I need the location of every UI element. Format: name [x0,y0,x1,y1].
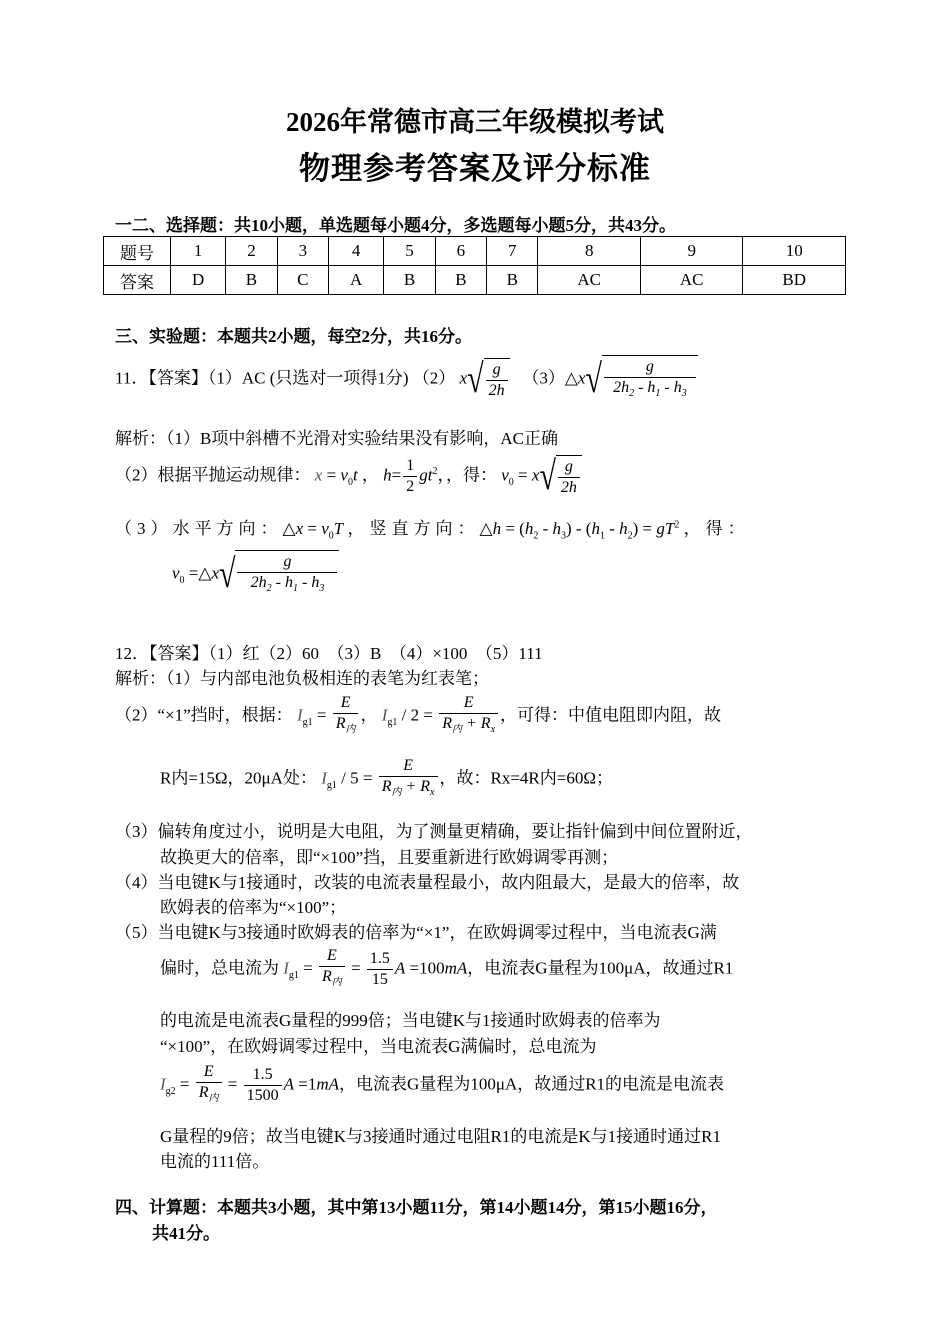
q12-answer: 12．【答案】（1）红（2）60 （3）B （4）×100 （5）111 [115,644,543,663]
q12-analysis-5-line7: 电流的111倍。 [160,1152,270,1171]
section-calc-heading-line2: 共41分。 [152,1224,220,1243]
row-header-answer: 答案 [104,266,171,295]
table-cell: D [171,266,226,295]
table-cell: 9 [640,237,743,266]
q12-analysis-4-line2: 欧姆表的倍率为“×100”； [160,898,347,917]
q12-analysis-2b: R内=15Ω，20μA处： $I_{g1} / 5$ = $\frac{E}{R_内 + R_x}$ ，故：Rx=4R内=60Ω； [160,757,613,799]
table-cell: 7 [487,237,538,266]
table-cell: BD [743,266,846,295]
table-cell: B [384,266,435,295]
table-cell: 5 [384,237,435,266]
q12-analysis-1: 解析：（1）与内部电池负极相连的表笔为红表笔； [115,669,489,688]
q12-analysis-5-line2: 偏时，总电流为 $I_{g1}$ = $\frac{E}{R_内}$ = $\frac{1.5}{15}$ A =100mA，电流表G量程为100μA，故通过R1 [160,947,734,989]
table-cell: 8 [538,237,641,266]
table-cell: 1 [171,237,226,266]
section-choice-heading: 一二、选择题：共10小题，单选题每小题4分，多选题每小题5分，共43分。 [115,216,676,235]
q12-analysis-5-line6: G量程的9倍；故当电键K与3接通时通过电阻R1的电流是K与1接通时通过R1 [160,1127,722,1146]
section-calc-heading-line1: 四、计算题：本题共3小题，其中第13小题11分，第14小题14分，第15小题16分， [115,1198,718,1217]
formula-sqrt-h: √ $\frac{g}{2h_2 - h_1 - h_3}$ [585,355,697,404]
table-cell: AC [538,266,641,295]
table-cell: B [226,266,277,295]
row-header-number: 题号 [104,237,171,266]
table-row-numbers [104,237,846,266]
table-cell: 4 [329,237,384,266]
q11-result-formula: $v_0$ =△x√ $\frac{g}{2h_2 - h_1 - h_3}$ [172,550,339,599]
q12-analysis-5-line1: （5）当电键K与3接通时欧姆表的倍率为“×1”，在欧姆调零过程中，当电流表G满 [115,923,717,942]
q12-analysis-3-line2: 故换更大的倍率，即“×100”挡，且要重新进行欧姆调零再测； [160,848,619,867]
q12-analysis-5-line4: “×100”，在欧姆调零过程中，当电流表G满偏时，总电流为 [160,1037,597,1056]
section-experiment-heading: 三、实验题：本题共2小题，每空2分，共16分。 [115,327,472,346]
table-cell: 10 [743,237,846,266]
q11-analysis-1: 解析：（1）B项中斜槽不光滑对实验结果没有影响，AC正确 [115,429,558,448]
formula-sqrt-g-2h: √ $\frac{g}{2h}$ [467,358,509,401]
table-cell: B [435,266,486,295]
table-cell: 2 [226,237,277,266]
table-cell: B [487,266,538,295]
table-cell: 3 [277,237,328,266]
q11-analysis-2: （2）根据平抛运动规律： $x = v_0t$ ， h= $\frac{1}{2}$ $gt^2$，，得： $v_0 = x√$ $\frac{g}{2h}$ [115,455,582,498]
q11-analysis-3: （3）水平方向：△x = $v_0T$ ，竖直方向：△h = $(h_2 - h_3) - (h_1 - h_2) = gT^2$ ，得： [115,519,750,542]
q11-answer: 11．【答案】（1）AC (只选对一项得1分) （2） x√ $\frac{g}{2h}$ （3）△x√ $\frac{g}{2h_2 - h_1 - h_3}$ [115,355,698,404]
q12-analysis-4-line1: （4）当电键K与1接通时，改装的电流表量程最小，故内阻最大，是最大的倍率，故 [115,873,740,892]
q12-analysis-3-line1: （3）偏转角度过小，说明是大电阻，为了测量更精确，要让指针偏到中间位置附近， [115,822,753,841]
exam-title: 2026年常德市高三年级模拟考试 [286,107,664,137]
q12-analysis-5-line3: 的电流是电流表G量程的999倍；当电键K与1接通时欧姆表的倍率为 [160,1011,661,1030]
table-cell: C [277,266,328,295]
q12-analysis-2: （2）“×1”挡时，根据： $I_{g1}$ = $\frac{E}{R_内}$ ， $I_{g1} / 2$ = $\frac{E}{R_内 + R_x}$ ，可得：中值电阻即内阻，故 [115,694,722,736]
q12-analysis-5-line5: $I_{g2}$ = $\frac{E}{R_内}$ = $\frac{1.5}{1500}$ A =1mA，电流表G量程为100μA，故通过R1的电流是电流表 [160,1063,725,1105]
table-cell: 6 [435,237,486,266]
table-cell: A [329,266,384,295]
table-row-answers [104,266,846,295]
table-cell: AC [640,266,743,295]
answer-table [103,236,846,295]
exam-subtitle: 物理参考答案及评分标准 [299,151,651,186]
